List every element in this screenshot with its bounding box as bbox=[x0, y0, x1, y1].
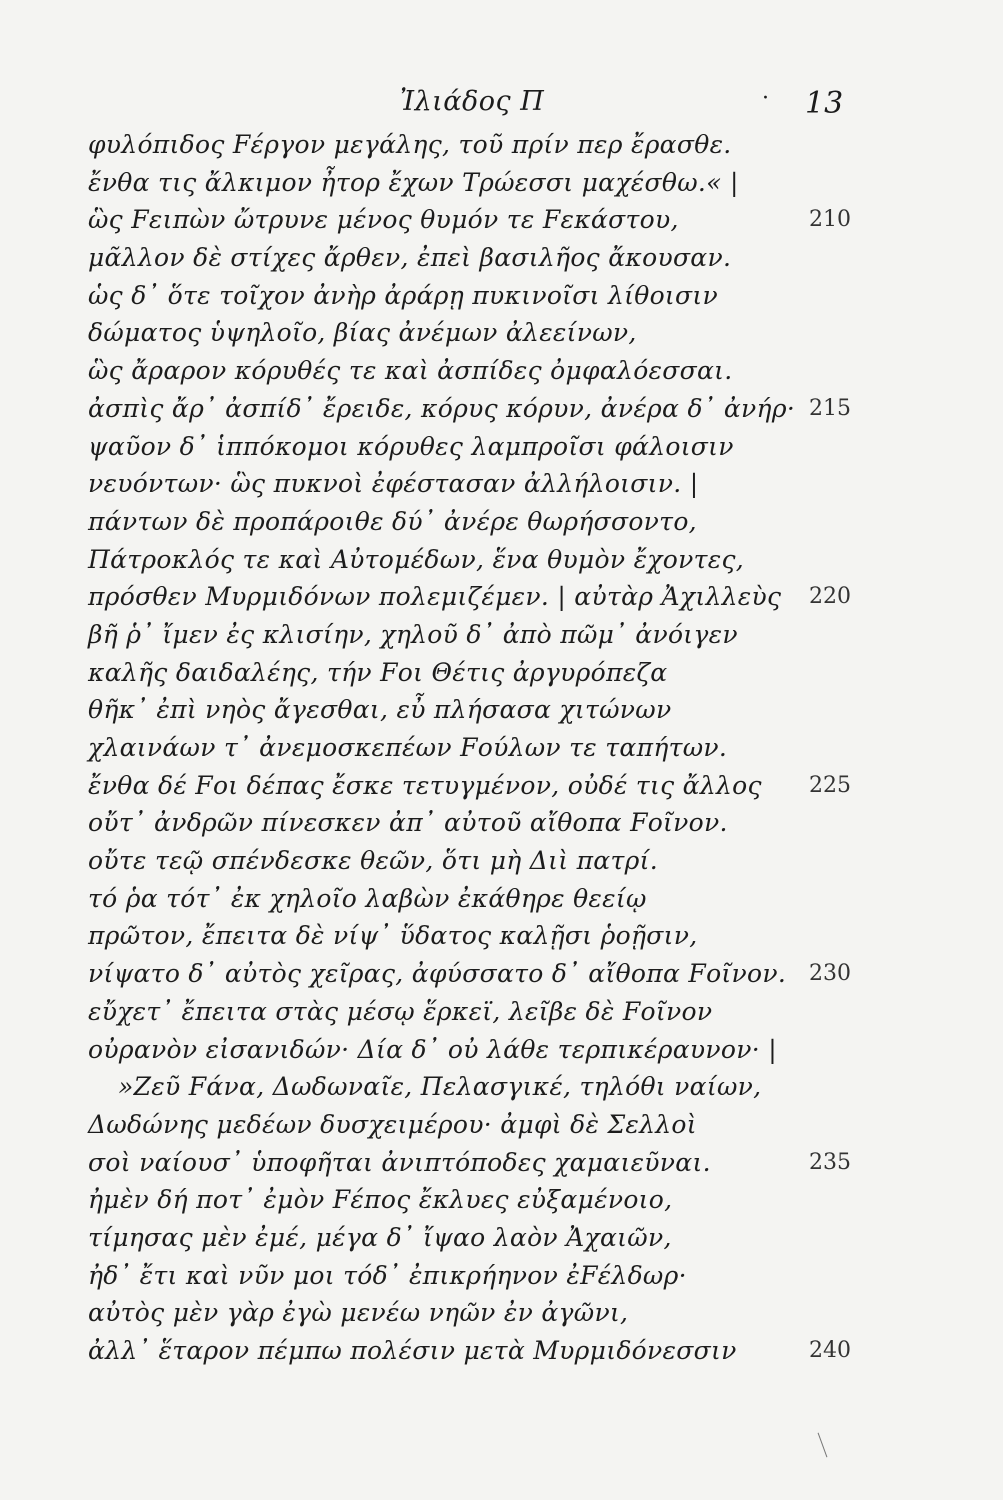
running-title: Ἰλιάδος Π bbox=[400, 86, 545, 117]
verse-line-text: νίψατο δ᾽ αὐτὸς χεῖρας, ἀφύσσατο δ᾽ αἴθοπα Fοῖνον. bbox=[88, 959, 787, 989]
verse-line-text: οὔτ᾽ ἀνδρῶν πίνεσκεν ἀπ᾽ αὐτοῦ αἴθοπα Fοῖνον. bbox=[88, 808, 728, 838]
pencil-mark bbox=[818, 1433, 828, 1458]
verse-line-text: νευόντων· ὣς πυκνοὶ ἐφέστασαν ἀλλήλοισιν. | bbox=[88, 469, 699, 499]
verse-line bbox=[0, 1181, 1003, 1219]
verse-line-text: πάντων δὲ προπάροιθε δύ᾽ ἀνέρε θωρήσσοντο, bbox=[88, 506, 697, 536]
verse-line-text: αὐτὸς μὲν γὰρ ἐγὼ μενέω νηῶν ἐν ἀγῶνι, bbox=[88, 1298, 629, 1328]
line-number: 220 bbox=[809, 584, 851, 610]
verse-line bbox=[0, 691, 1003, 729]
verse-line bbox=[0, 428, 1003, 466]
verse-line-text: οὐρανὸν εἰσανιδών· Δία δ᾽ οὐ λάθε τερπικέραυνον· | bbox=[88, 1034, 777, 1064]
verse-line bbox=[0, 1332, 1003, 1370]
verse-line bbox=[0, 390, 1003, 428]
line-number: 240 bbox=[809, 1338, 851, 1363]
verse-line-text: σοὶ ναίουσ᾽ ὑποφῆται ἀνιπτόποδες χαμαιεῦναι. bbox=[88, 1147, 711, 1177]
line-number: 230 bbox=[809, 961, 851, 987]
verse-line bbox=[0, 201, 1003, 239]
verse-line-text: ἔνθα δέ Fοι δέπας ἔσκε τετυγμένον, οὐδέ τις ἄλλος bbox=[88, 770, 762, 800]
line-number: 225 bbox=[809, 772, 851, 798]
verse-line bbox=[0, 314, 1003, 352]
verse-line-text: φυλόπιδος Fέργον μεγάλης, τοῦ πρίν περ ἔρασθε. bbox=[88, 130, 732, 159]
verse-line-text: τό ῥα τότ᾽ ἐκ χηλοῖο λαβὼν ἐκάθηρε θεείῳ bbox=[88, 883, 647, 913]
verse-line bbox=[0, 1031, 1003, 1069]
verse-line bbox=[0, 1144, 1003, 1182]
verse-line bbox=[0, 465, 1003, 503]
verse-line-text: ἀσπὶς ἄρ᾽ ἀσπίδ᾽ ἔρειδε, κόρυς κόρυν, ἀνέρα δ᾽ ἀνήρ· bbox=[88, 393, 796, 423]
verse-line bbox=[0, 541, 1003, 579]
verse-line bbox=[0, 578, 1003, 616]
verse-line bbox=[0, 239, 1003, 277]
verse-line bbox=[0, 1106, 1003, 1144]
verse-line-text: εὔχετ᾽ ἔπειτα στὰς μέσῳ ἕρκεϊ, λεῖβε δὲ Fοῖνον bbox=[88, 996, 713, 1026]
running-head bbox=[0, 86, 1003, 126]
verse-line bbox=[0, 729, 1003, 767]
verse-line bbox=[0, 164, 1003, 202]
verse-line-text: ψαῦον δ᾽ ἱππόκομοι κόρυθες λαμπροῖσι φάλοισιν bbox=[88, 431, 734, 461]
verse-line bbox=[0, 1219, 1003, 1257]
verse-line-text: »Ζεῦ Fάνα, Δωδωναῖε, Πελασγικέ, τηλόθι ναίων, bbox=[118, 1072, 762, 1102]
header-separator: · bbox=[762, 86, 769, 111]
verse-line bbox=[0, 1294, 1003, 1332]
verse-line bbox=[0, 654, 1003, 692]
line-number: 215 bbox=[809, 395, 851, 421]
verse-line-text: ἠδ᾽ ἔτι καὶ νῦν μοι τόδ᾽ ἐπικρήηνον ἐFέλδωρ· bbox=[88, 1260, 687, 1290]
page-number: 13 bbox=[805, 86, 844, 121]
verse-line-text: χλαινάων τ᾽ ἀνεμοσκεπέων Fούλων τε ταπήτων. bbox=[88, 733, 728, 762]
verse-line bbox=[0, 1257, 1003, 1295]
verse-line-text: πρῶτον, ἔπειτα δὲ νίψ᾽ ὕδατος καλῇσι ῥοῇσιν, bbox=[88, 921, 698, 951]
verse-line-text: θῆκ᾽ ἐπὶ νηὸς ἄγεσθαι, εὖ πλήσασα χιτώνων bbox=[88, 695, 672, 725]
verse-line-text: οὔτε τεῷ σπένδεσκε θεῶν, ὅτι μὴ Διὶ πατρί. bbox=[88, 846, 658, 876]
verse-line-text: πρόσθεν Μυρμιδόνων πολεμιζέμεν. | αὐτὰρ Ἀχιλλεὺς bbox=[88, 582, 782, 612]
verse-line-text: ὡς δ᾽ ὅτε τοῖχον ἀνὴρ ἀράρῃ πυκινοῖσι λίθοισιν bbox=[88, 280, 718, 310]
line-number: 235 bbox=[809, 1149, 851, 1175]
verse-line-text: καλῆς δαιδαλέης, τήν Fοι Θέτις ἀργυρόπεζα bbox=[88, 657, 668, 687]
verse-line-text: ὣς Fειπὼν ὤτρυνε μένος θυμόν τε Fεκάστου, bbox=[88, 205, 679, 235]
verse-line-text: μᾶλλον δὲ στίχες ἄρθεν, ἐπεὶ βασιλῆος ἄκουσαν. bbox=[88, 243, 732, 273]
verse-line bbox=[0, 503, 1003, 541]
verse-line-text: ἔνθα τις ἄλκιμον ἦτορ ἔχων Τρώεσσι μαχέσθω.« | bbox=[88, 167, 739, 197]
verse-line bbox=[0, 767, 1003, 805]
verse-line-text: βῆ ῥ᾽ ἴμεν ἐς κλισίην, χηλοῦ δ᾽ ἀπὸ πῶμ᾽ ἀνόιγεν bbox=[88, 619, 738, 649]
verse-line bbox=[0, 616, 1003, 654]
verse-text-block bbox=[0, 126, 1003, 1370]
verse-line bbox=[0, 1068, 1003, 1106]
verse-line bbox=[0, 917, 1003, 955]
verse-line bbox=[0, 126, 1003, 164]
verse-line-text: δώματος ὑψηλοῖο, βίας ἀνέμων ἀλεείνων, bbox=[88, 318, 637, 348]
verse-line bbox=[0, 880, 1003, 918]
verse-line-text: Πάτροκλός τε καὶ Αὐτομέδων, ἕνα θυμὸν ἔχοντες, bbox=[88, 544, 744, 574]
verse-line-text: Δωδώνης μεδέων δυσχειμέρου· ἀμφὶ δὲ Σελλοὶ bbox=[88, 1109, 697, 1139]
verse-line-text: ἀλλ᾽ ἕταρον πέμπω πολέσιν μετὰ Μυρμιδόνεσσιν bbox=[88, 1336, 737, 1365]
line-number: 210 bbox=[809, 207, 851, 233]
verse-line-text: τίμησας μὲν ἐμέ, μέγα δ᾽ ἴψαο λαὸν Ἀχαιῶν, bbox=[88, 1222, 672, 1252]
verse-line bbox=[0, 842, 1003, 880]
verse-line-text: ὣς ἄραρον κόρυθές τε καὶ ἀσπίδες ὀμφαλόεσσαι. bbox=[88, 356, 733, 386]
verse-line bbox=[0, 955, 1003, 993]
verse-line bbox=[0, 993, 1003, 1031]
verse-line bbox=[0, 352, 1003, 390]
verse-line-text: ἠμὲν δή ποτ᾽ ἐμὸν Fέπος ἔκλυες εὐξαμένοιο, bbox=[88, 1185, 673, 1215]
verse-line bbox=[0, 804, 1003, 842]
verse-line bbox=[0, 277, 1003, 315]
